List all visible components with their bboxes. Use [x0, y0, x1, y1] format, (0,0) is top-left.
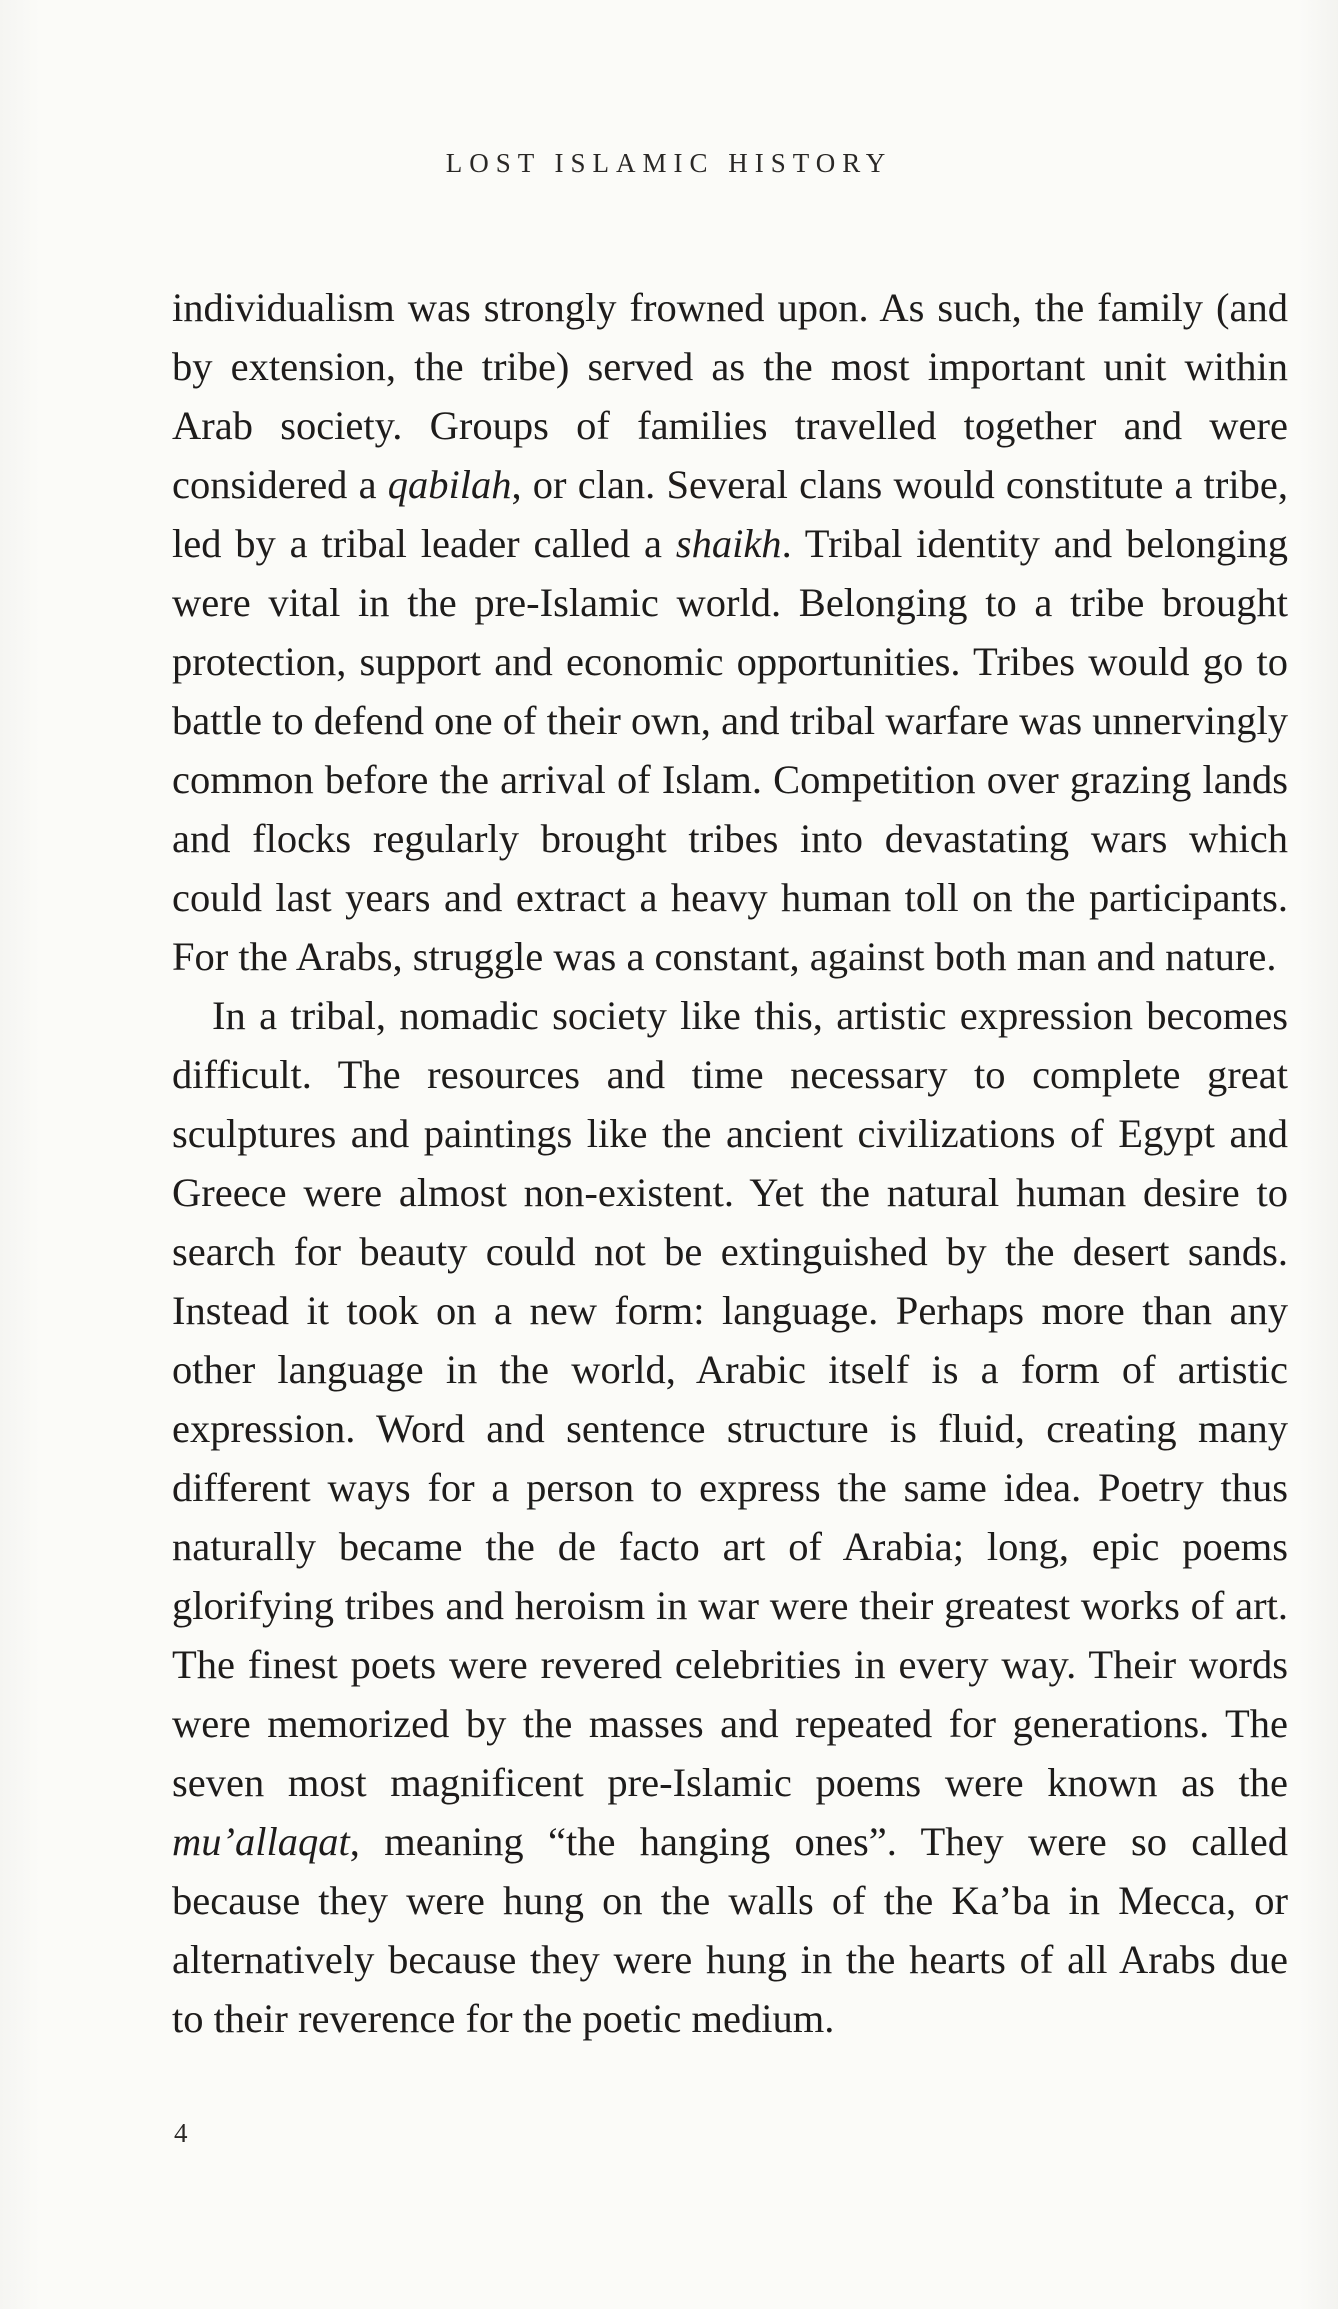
text-segment: , or clan. Several clans would constitute a tribe, led by a tribal leader called a	[172, 462, 1289, 566]
italic-term-qabilah: qabilah	[387, 462, 512, 507]
italic-term-shaikh: shaikh	[675, 521, 782, 566]
body-text	[172, 278, 1288, 2048]
text-segment: , meaning “the hanging ones”. They were so called because they were hung on the walls of the Ka’ba in Mecca, or alternatively because they were hung in the hearts of all Arabs due to their reverence for the poetic medium.	[172, 1819, 1288, 2041]
page-number: 4	[174, 2118, 188, 2148]
paragraph-2	[172, 986, 1288, 2048]
text-segment: . Tribal identity and belonging were vital in the pre-Islamic world. Belonging to a tribe brought protection, support and economic opportunities. Tribes would go to battle to defend one of their own, and tribal warfare was unnervingly common before the arrival of Islam. Competition over grazing lands and flocks regularly brought tribes into devastating wars which could last years and extract a heavy human toll on the participants. For the Arabs, struggle was a constant, against both man and nature.	[172, 521, 1288, 979]
paragraph-1	[172, 278, 1288, 986]
text-segment: individualism was strongly frowned upon. As such, the family (and by extension, the tribe) served as the most important unit within Arab society. Groups of families travelled together and were considered a	[172, 285, 1288, 507]
italic-term-muallaqat: mu’allaqat	[172, 1819, 350, 1864]
running-head: LOST ISLAMIC HISTORY	[445, 148, 893, 178]
text-segment: In a tribal, nomadic society like this, artistic expression becomes difficult. The resources and time necessary to complete great sculptures and paintings like the ancient civilizations of Egypt and Greece were almost non-existent. Yet the natural human desire to search for beauty could not be extinguished by the desert sands. Instead it took on a new form: language. Perhaps more than any other language in the world, Arabic itself is a form of artistic expression. Word and sentence structure is fluid, creating many different ways for a person to express the same idea. Poetry thus naturally became the de facto art of Arabia; long, epic poems glorifying tribes and heroism in war were their greatest works of art. The finest poets were revered celebrities in every way. Their words were memorized by the masses and repeated for generations. The seven most magnificent pre-Islamic poems were known as the	[172, 993, 1288, 1805]
